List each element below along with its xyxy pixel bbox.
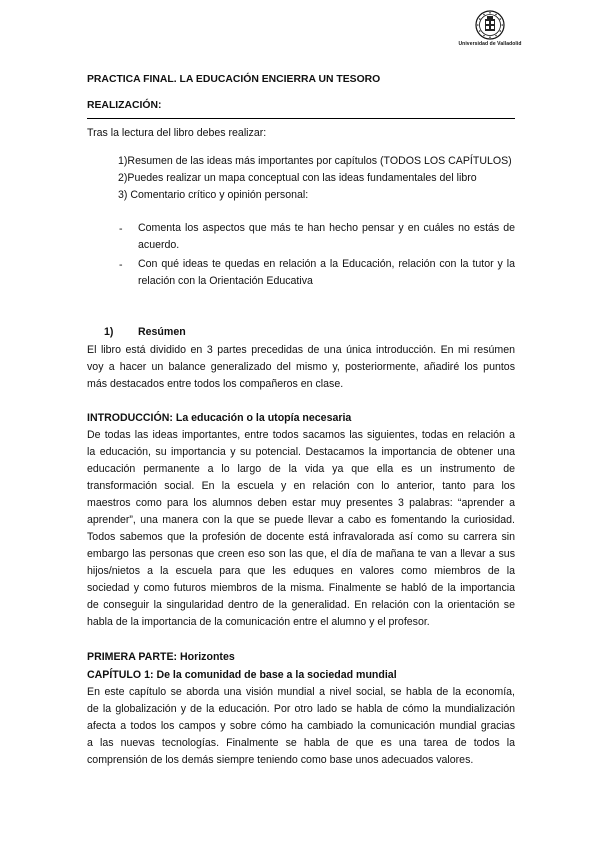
- bullet-item-1: [138, 220, 515, 254]
- paragraph-line: hijos/nietos a la escuela para que les eduques en valores como miembros de la: [87, 565, 515, 577]
- bullet-line: acuerdo.: [138, 239, 180, 251]
- university-logo: [455, 10, 525, 47]
- task-item-2: 2)Puedes realizar un mapa conceptual con las ideas fundamentales del libro: [118, 172, 477, 184]
- paragraph-line: De todas las ideas importantes, entre todos sacamos las siguientes, todas en relación a: [87, 429, 515, 441]
- paragraph-line: afecta a todos los campos y sobre cómo ha cambiado la comunicación mundial gracias: [87, 720, 515, 732]
- bullet-item-2: [138, 256, 515, 290]
- paragraph-line: sociedad y como futuros miembros de la misma. Finalmente se habló de la importancia: [87, 582, 515, 594]
- university-seal-icon: [475, 10, 505, 40]
- section1-paragraph: [87, 342, 515, 393]
- section-heading-resumen: [104, 326, 186, 338]
- paragraph-line: voy a hacer un balance generalizado del mismo y, posteriormente, añadiré los puntos: [87, 361, 515, 373]
- bullet-line: Comenta los aspectos que más te han hecho pensar y en cuáles no estás de: [138, 222, 515, 234]
- paragraph-line: aprender”, una manera con la que se puede llevar a cabo es fomentando la curiosidad.: [87, 514, 515, 526]
- logo-caption: Universidad de Valladolid: [458, 41, 522, 47]
- paragraph-line: El libro está dividido en 3 partes precedidas de una única introducción. En mi resúmen: [87, 344, 515, 356]
- bullet-line: Con qué ideas te quedas en relación a la Educación, relación con la tutor y la: [138, 258, 515, 270]
- paragraph-line: a las nuevas tecnologías. Finalmente se habla de que es una tarea de todos la: [87, 737, 515, 749]
- task-item-1: 1)Resumen de las ideas más importantes por capítulos (TODOS LOS CAPÍTULOS): [118, 155, 512, 167]
- subtitle-rule: [87, 118, 515, 119]
- paragraph-line: En este capítulo se aborda una visión mundial a nivel social, se habla de la economía,: [87, 686, 515, 698]
- paragraph-line: habla de la importancia de la comunicación entre el alumno y el profesor.: [87, 616, 430, 628]
- paragraph-line: más destacados entre todos los compañeros en clase.: [87, 378, 344, 390]
- primera-parte-heading: PRIMERA PARTE: Horizontes: [87, 651, 235, 663]
- document-title: PRACTICA FINAL. LA EDUCACIÓN ENCIERRA UN TESORO: [87, 74, 381, 85]
- introduccion-paragraph: [87, 427, 515, 631]
- paragraph-line: la educación, su importancia y su potencial. Destacamos la importancia de obtener una: [87, 446, 515, 458]
- introduccion-heading: INTRODUCCIÓN: La educación o la utopía necesaria: [87, 412, 352, 424]
- paragraph-line: embargo las personas que creen eso son las que, el día de mañana te van a llevar a sus: [87, 548, 515, 560]
- section-title: Resúmen: [138, 326, 186, 338]
- paragraph-line: maestros como para los alumnos deben estar muy presentes 3 palabras: “aprender a: [87, 497, 515, 509]
- capitulo-1-paragraph: [87, 684, 515, 769]
- task-item-3: 3) Comentario crítico y opinión personal:: [118, 189, 309, 201]
- document-subtitle: REALIZACIÓN:: [87, 100, 162, 111]
- intro-line: Tras la lectura del libro debes realizar:: [87, 127, 267, 139]
- paragraph-line: educación permanente a lo largo de la vida ya que ella es un instrumento de: [87, 463, 515, 475]
- bullet-line: relación con la Orientación Educativa: [138, 275, 313, 287]
- bullet-dash: -: [119, 223, 123, 235]
- paragraph-line: comprensión de los demás siempre teniendo como base unos adecuados valores.: [87, 754, 474, 766]
- paragraph-line: transformación social. En la escuela y en relación con lo anterior, tanto para los: [87, 480, 515, 492]
- capitulo-1-heading: CAPÍTULO 1: De la comunidad de base a la sociedad mundial: [87, 669, 397, 681]
- paragraph-line: Todos sabemos que la profesión de docente está infravalorada así como su carrera sin: [87, 531, 515, 543]
- section-number: 1): [104, 326, 114, 338]
- paragraph-line: de la globalización y de la educación. Por otro lado se habla de cómo la mundialización: [87, 703, 515, 715]
- paragraph-line: de conseguir la singularidad dentro de la generalidad. En relación con la orientación se: [87, 599, 515, 611]
- bullet-dash: -: [119, 259, 123, 271]
